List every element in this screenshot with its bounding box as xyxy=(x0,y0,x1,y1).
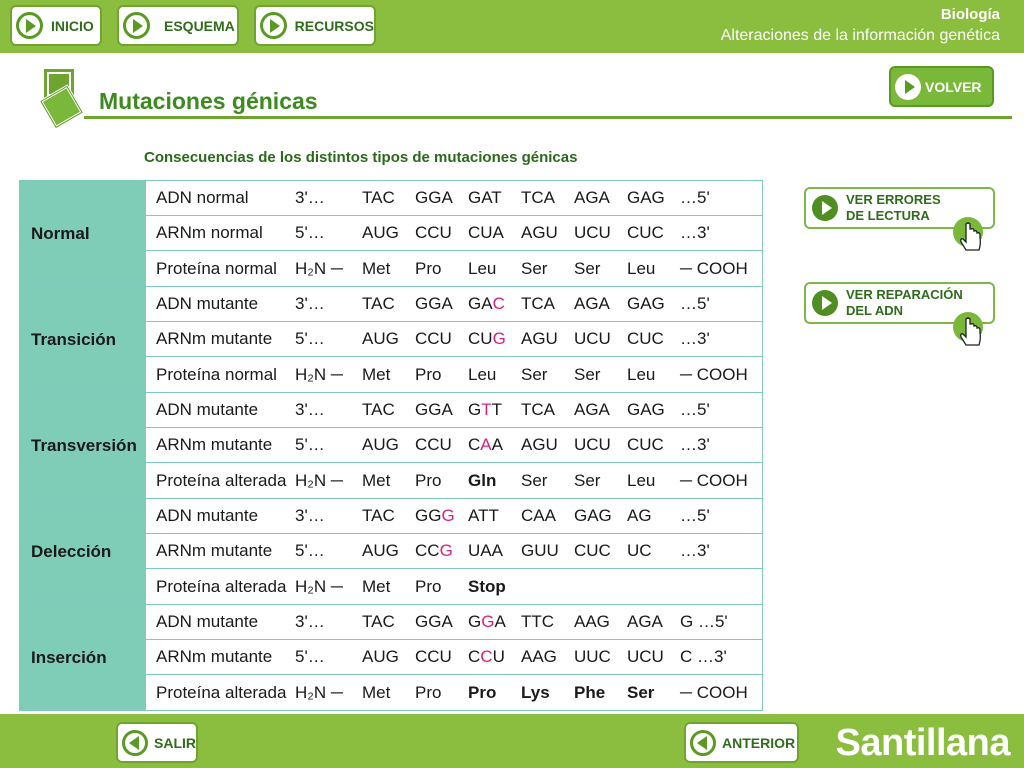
codon-cell: UCU xyxy=(574,329,611,348)
play-icon xyxy=(260,12,287,39)
codon-cell: UCU xyxy=(574,435,611,454)
ver-reparacion-line1: VER REPARACIÓN xyxy=(846,287,963,302)
row-label: Proteína normal xyxy=(156,258,277,278)
strand-tail: …3' xyxy=(680,541,710,560)
strand-end: 3'… xyxy=(295,400,325,419)
strand-end: 5'… xyxy=(295,223,325,242)
codon-cell: CUC xyxy=(627,223,664,242)
chapter-label: Alteraciones de la información genética xyxy=(720,27,1000,44)
row-label: ARNm mutante xyxy=(156,435,273,454)
codon-cell: Ser xyxy=(574,258,601,278)
codon-cell: CCG xyxy=(415,541,453,560)
codon-cell: Pro xyxy=(415,364,442,384)
volver-button[interactable] xyxy=(889,66,994,107)
play-icon xyxy=(812,195,838,221)
codon-cell: TCA xyxy=(521,400,555,419)
table-row xyxy=(146,640,762,675)
mutations-table xyxy=(19,180,763,711)
row-label: Proteína alterada xyxy=(156,576,287,596)
codon-cell: Ser xyxy=(521,364,548,384)
strand-tail: ─ COOH xyxy=(680,470,748,490)
codon-cell: CCU xyxy=(415,647,452,666)
codon-cell: Met xyxy=(362,364,391,384)
codon-cell: TTC xyxy=(521,612,555,631)
title-divider xyxy=(84,116,1012,119)
codon-cell: Met xyxy=(362,470,391,490)
codon-cell: TCA xyxy=(521,294,555,313)
strand-tail: …5' xyxy=(680,188,710,207)
codon-cell: CCU xyxy=(415,223,452,242)
codon-cell: TAC xyxy=(362,400,395,419)
codon-cell: GAC xyxy=(468,294,505,313)
strand-tail: …5' xyxy=(680,294,710,313)
strand-end: H₂N ─ xyxy=(295,682,343,702)
codon-cell: GGA xyxy=(468,612,506,631)
codon-cell: GGA xyxy=(415,400,453,419)
esquema-button[interactable] xyxy=(117,5,239,46)
strand-end: 3'… xyxy=(295,612,325,631)
codon-cell: Lys xyxy=(521,682,550,702)
strand-end: 5'… xyxy=(295,329,325,348)
codon-cell: AUG xyxy=(362,435,399,454)
codon-cell: CUC xyxy=(627,435,664,454)
brand-logo: Santillana xyxy=(835,722,1010,764)
header-info xyxy=(721,6,1000,45)
title-squares-icon xyxy=(38,66,84,128)
codon-cell: AUG xyxy=(362,223,399,242)
codon-cell: AGU xyxy=(521,223,558,242)
codon-cell: Ser xyxy=(521,470,548,490)
codon-cell: TAC xyxy=(362,294,395,313)
esquema-label: ESQUEMA xyxy=(164,17,235,34)
codon-cell: AG xyxy=(627,506,652,525)
row-label: ARNm mutante xyxy=(156,329,273,348)
codon-cell: TAC xyxy=(362,188,395,207)
codon-cell: AGU xyxy=(521,329,558,348)
codon-cell: Gln xyxy=(468,470,497,490)
row-label: ADN mutante xyxy=(156,400,259,419)
strand-end: 5'… xyxy=(295,647,325,666)
table-subtitle: Consecuencias de los distintos tipos de mutaciones génicas xyxy=(144,149,578,166)
codon-cell: CCU xyxy=(415,435,452,454)
play-icon xyxy=(123,12,150,39)
codon-cell: Met xyxy=(362,682,391,702)
codon-cell: CCU xyxy=(415,329,452,348)
codon-cell: Leu xyxy=(468,258,497,278)
hand-cursor-icon xyxy=(952,309,988,353)
strand-tail: ─ COOH xyxy=(680,364,748,384)
back-icon xyxy=(690,730,716,756)
codon-cell: AUG xyxy=(362,647,399,666)
strand-end: 3'… xyxy=(295,188,325,207)
codon-cell: GAT xyxy=(468,188,502,207)
table-row xyxy=(146,605,762,640)
codon-cell: GGA xyxy=(415,612,453,631)
play-icon xyxy=(812,290,838,316)
anterior-label: ANTERIOR xyxy=(722,734,796,751)
mutation-group xyxy=(20,181,762,287)
volver-label: VOLVER xyxy=(925,78,982,95)
strand-tail: ─ COOH xyxy=(680,682,748,702)
codon-cell: GAG xyxy=(627,188,665,207)
strand-end: 5'… xyxy=(295,435,325,454)
codon-cell: GAG xyxy=(627,400,665,419)
table-row xyxy=(146,181,762,216)
strand-tail: …3' xyxy=(680,435,710,454)
mutation-group xyxy=(20,605,762,710)
salir-label: SALIR xyxy=(154,734,196,751)
codon-cell: CUC xyxy=(627,329,664,348)
codon-cell: GAG xyxy=(627,294,665,313)
strand-tail: C …3' xyxy=(680,647,727,666)
table-row xyxy=(146,216,762,251)
row-label: Proteína normal xyxy=(156,364,277,384)
group-name: Transversión xyxy=(20,393,146,498)
codon-cell: CAA xyxy=(521,506,556,525)
row-label: ARNm mutante xyxy=(156,541,273,560)
table-row xyxy=(146,499,762,534)
codon-cell: UCU xyxy=(574,223,611,242)
ver-reparacion-line2: DEL ADN xyxy=(846,303,904,318)
codon-cell: AAG xyxy=(521,647,557,666)
codon-cell: UCU xyxy=(627,647,664,666)
table-row xyxy=(146,393,762,428)
ver-errores-line2: DE LECTURA xyxy=(846,208,930,223)
strand-tail: …3' xyxy=(680,223,710,242)
table-row xyxy=(146,463,762,498)
back-icon xyxy=(122,730,148,756)
table-row xyxy=(146,675,762,710)
codon-cell: GGA xyxy=(415,294,453,313)
recursos-label: RECURSOS xyxy=(294,17,374,34)
strand-tail: ─ COOH xyxy=(680,258,748,278)
strand-tail: …5' xyxy=(680,400,710,419)
ver-errores-line1: VER ERRORES xyxy=(846,192,941,207)
table-row xyxy=(146,322,762,357)
strand-end: 3'… xyxy=(295,294,325,313)
codon-cell: TAC xyxy=(362,612,395,631)
table-row xyxy=(146,569,762,604)
page-title: Mutaciones génicas xyxy=(99,88,318,114)
codon-cell: AGA xyxy=(627,612,663,631)
play-icon xyxy=(895,74,921,100)
codon-cell: Pro xyxy=(415,258,442,278)
anterior-button[interactable] xyxy=(684,722,799,763)
row-label: ARNm normal xyxy=(156,223,263,242)
mutation-group xyxy=(20,499,762,605)
table-row xyxy=(146,534,762,569)
strand-end: H₂N ─ xyxy=(295,258,343,278)
codon-cell: GUU xyxy=(521,541,559,560)
row-label: ADN mutante xyxy=(156,506,259,525)
codon-cell: CUG xyxy=(468,329,506,348)
inicio-label: INICIO xyxy=(51,17,94,34)
codon-cell: Leu xyxy=(468,364,497,384)
codon-cell: GAG xyxy=(574,506,612,525)
codon-cell: CUC xyxy=(574,541,611,560)
codon-cell: Pro xyxy=(415,682,442,702)
codon-cell: CAA xyxy=(468,435,503,454)
codon-cell: Leu xyxy=(627,364,656,384)
salir-button[interactable] xyxy=(116,722,198,763)
strand-end: H₂N ─ xyxy=(295,364,343,384)
recursos-button[interactable] xyxy=(254,5,376,46)
strand-end: H₂N ─ xyxy=(295,470,343,490)
row-label: Proteína alterada xyxy=(156,470,287,490)
codon-cell: Leu xyxy=(627,470,656,490)
codon-cell: Met xyxy=(362,576,391,596)
codon-cell: AGA xyxy=(574,188,610,207)
strand-tail: …5' xyxy=(680,506,710,525)
codon-cell: CUA xyxy=(468,223,504,242)
codon-cell: AGA xyxy=(574,400,610,419)
codon-cell: CCU xyxy=(468,647,505,666)
codon-cell: Phe xyxy=(574,682,606,702)
strand-tail: G …5' xyxy=(680,612,728,631)
codon-cell: GGG xyxy=(415,506,455,525)
row-label: Proteína alterada xyxy=(156,682,287,702)
codon-cell: AUG xyxy=(362,329,399,348)
inicio-button[interactable] xyxy=(10,5,102,46)
strand-end: 3'… xyxy=(295,506,325,525)
ver-errores-label xyxy=(846,192,941,224)
codon-cell: Ser xyxy=(574,470,601,490)
subject-label: Biología xyxy=(940,6,1000,23)
table-row xyxy=(146,251,762,286)
codon-cell: GTT xyxy=(468,400,503,419)
codon-cell: Ser xyxy=(521,258,548,278)
codon-cell: GGA xyxy=(415,188,453,207)
hand-cursor-icon xyxy=(952,214,988,258)
codon-cell: TAC xyxy=(362,506,395,525)
row-label: ARNm mutante xyxy=(156,647,273,666)
row-label: ADN mutante xyxy=(156,612,259,631)
group-name: Inserción xyxy=(20,605,146,710)
group-name: Transición xyxy=(20,287,146,392)
strand-end: H₂N ─ xyxy=(295,576,343,596)
play-icon xyxy=(16,12,43,39)
codon-cell: AGA xyxy=(574,294,610,313)
codon-cell: AUG xyxy=(362,541,399,560)
codon-cell: Met xyxy=(362,258,391,278)
codon-cell: UUC xyxy=(574,647,611,666)
codon-cell: Stop xyxy=(468,576,506,596)
codon-cell: Pro xyxy=(468,682,497,702)
strand-tail: …3' xyxy=(680,329,710,348)
codon-cell: Pro xyxy=(415,470,442,490)
codon-cell: UC xyxy=(627,541,652,560)
codon-cell: Ser xyxy=(574,364,601,384)
row-label: ADN mutante xyxy=(156,294,259,313)
strand-end: 5'… xyxy=(295,541,325,560)
codon-cell: TCA xyxy=(521,188,555,207)
table-row xyxy=(146,287,762,322)
ver-reparacion-label xyxy=(846,287,963,319)
mutation-group xyxy=(20,393,762,499)
mutation-group xyxy=(20,287,762,393)
codon-cell: ATT xyxy=(468,506,499,525)
codon-cell: AGU xyxy=(521,435,558,454)
table-row xyxy=(146,428,762,463)
codon-cell: Leu xyxy=(627,258,656,278)
codon-cell: AAG xyxy=(574,612,610,631)
table-row xyxy=(146,357,762,392)
codon-cell: Pro xyxy=(415,576,442,596)
codon-cell: Ser xyxy=(627,682,655,702)
group-name: Delección xyxy=(20,499,146,604)
group-name: Normal xyxy=(20,181,146,286)
codon-cell: UAA xyxy=(468,541,503,560)
row-label: ADN normal xyxy=(156,188,249,207)
